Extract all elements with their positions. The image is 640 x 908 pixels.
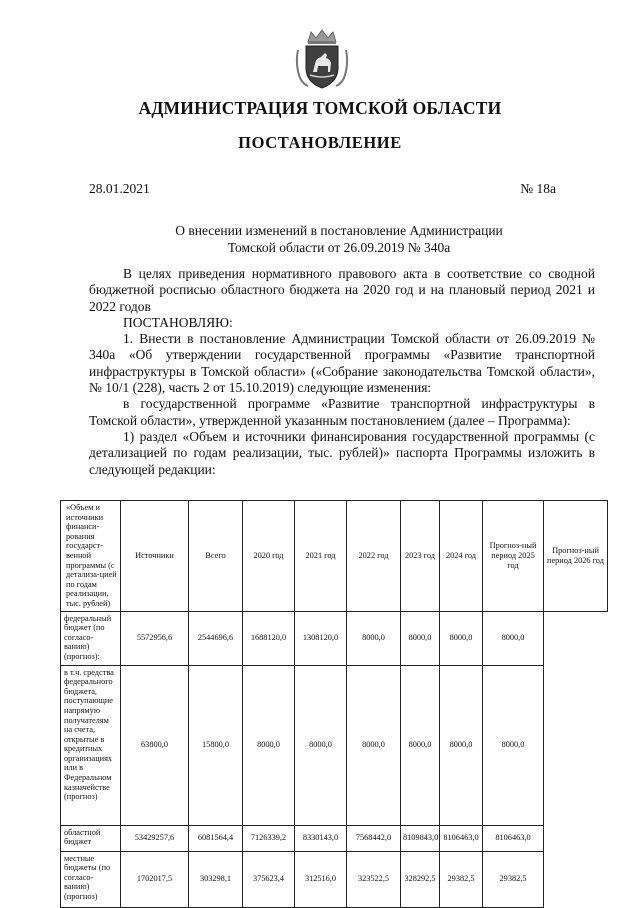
value-cell: 8000,0	[440, 611, 483, 665]
table-header-cell: 2022 год	[347, 501, 401, 612]
table-header-cell: Всего	[189, 501, 243, 612]
value-cell: 1702017,5	[121, 851, 189, 907]
source-cell: в т.ч. средства федерального бюджета, поступающие напрямую получателям на счета, открытые в кредитных организациях или в Федеральном казначействе (прогноз)	[61, 665, 121, 825]
value-cell: 8000,0	[440, 665, 483, 825]
table-row	[61, 825, 608, 851]
value-cell: 7126339,2	[243, 825, 295, 851]
value-cell: 8000,0	[347, 665, 401, 825]
value-cell: 8106463,0	[440, 825, 483, 851]
source-cell: местные бюджеты (по согласо-ванию) (прогноз)	[61, 851, 121, 907]
document-body	[89, 266, 595, 478]
resolve-word: ПОСТАНОВЛЯЮ:	[123, 314, 233, 330]
value-cell: 8330143,0	[295, 825, 347, 851]
value-cell: 328292,5	[401, 851, 440, 907]
subject-line-2: Томской области от 26.09.2019 № 340а	[227, 240, 451, 255]
document-date: 28.01.2021	[89, 181, 150, 196]
table-row	[61, 851, 608, 907]
value-cell: 53429257,6	[121, 825, 189, 851]
value-cell: 8000,0	[401, 665, 440, 825]
value-cell: 7568442,0	[347, 825, 401, 851]
value-cell: 8109843,0	[401, 825, 440, 851]
table-row	[61, 611, 608, 665]
value-cell: 312516,0	[295, 851, 347, 907]
value-cell: 8000,0	[483, 611, 544, 665]
value-cell: 375623,4	[243, 851, 295, 907]
table-header-cell: Прогноз-ный период 2026 год	[544, 501, 608, 612]
section-replace-paragraph: 1) раздел «Объем и источники финансирования государственной программы (с детализацией по годам реализации, тыс. рублей)» паспорта Программы изложить в следующей редакции:	[89, 428, 595, 477]
value-cell: 63800,0	[121, 665, 189, 825]
value-cell: 303298,1	[189, 851, 243, 907]
value-cell: 29382,5	[483, 851, 544, 907]
financing-table	[60, 500, 608, 908]
document-type: ПОСТАНОВЛЕНИЕ	[238, 133, 402, 152]
value-cell: 8000,0	[295, 665, 347, 825]
source-cell: федеральный бюджет (по согласо-ванию) (прогноз):	[61, 611, 121, 665]
document-number: № 18а	[520, 181, 556, 196]
preamble-paragraph: В целях приведения нормативного правового акта в соответствие со сводной бюджетной росписью областного бюджета на 2020 год и на плановый период 2021 и 2022 годов	[89, 266, 595, 314]
value-cell: 8000,0	[243, 665, 295, 825]
value-cell: 15800,0	[189, 665, 243, 825]
table-header-cell: Источники	[121, 501, 189, 612]
value-cell: 8000,0	[347, 611, 401, 665]
table-header-cell: 2020 год	[243, 501, 295, 612]
value-cell: 323522,5	[347, 851, 401, 907]
table-header-cell: 2024 год	[440, 501, 483, 612]
program-changes-paragraph: в государственной программе «Развитие транспортной инфраструктуры в Томской области», утвержденной указанным постановлением (далее – Программа):	[89, 396, 595, 428]
value-cell: 8000,0	[483, 665, 544, 825]
value-cell: 5572956,6	[121, 611, 189, 665]
value-cell: 29382,5	[440, 851, 483, 907]
value-cell: 2544696,6	[189, 611, 243, 665]
item-1-paragraph: 1. Внести в постановление Администрации Томской области от 26.09.2019 № 340а «Об утверждении государственной программы «Развитие транспортной инфраструктуры в Томской области» («Собрание законодательства Томской области», № 10/1 (228), часть 2 от 15.10.2019) следующие изменения:	[89, 331, 595, 396]
subject-line-1: О внесении изменений в постановление Администрации	[175, 223, 503, 238]
value-cell: 1688120,0	[243, 611, 295, 665]
document-subject	[89, 222, 589, 256]
value-cell: 6081564,4	[189, 825, 243, 851]
value-cell: 8106463,0	[483, 825, 544, 851]
value-cell: 8000,0	[401, 611, 440, 665]
financing-lead-cell: «Объем и источники финанси-рования государст-венной программы (с детализа-цией по годам реализации, тыс. рублей)	[61, 501, 121, 612]
table-header-cell: Прогноз-ный период 2025 год	[483, 501, 544, 612]
source-cell: областной бюджет	[61, 825, 121, 851]
tomsk-coat-of-arms-icon	[294, 28, 350, 92]
table-header-cell: 2021 год	[295, 501, 347, 612]
value-cell: 1308120,0	[295, 611, 347, 665]
table-header-cell: 2023 год	[401, 501, 440, 612]
organization-title: АДМИНИСТРАЦИЯ ТОМСКОЙ ОБЛАСТИ	[138, 98, 502, 118]
table-header-row	[61, 501, 608, 612]
table-row	[61, 665, 608, 825]
